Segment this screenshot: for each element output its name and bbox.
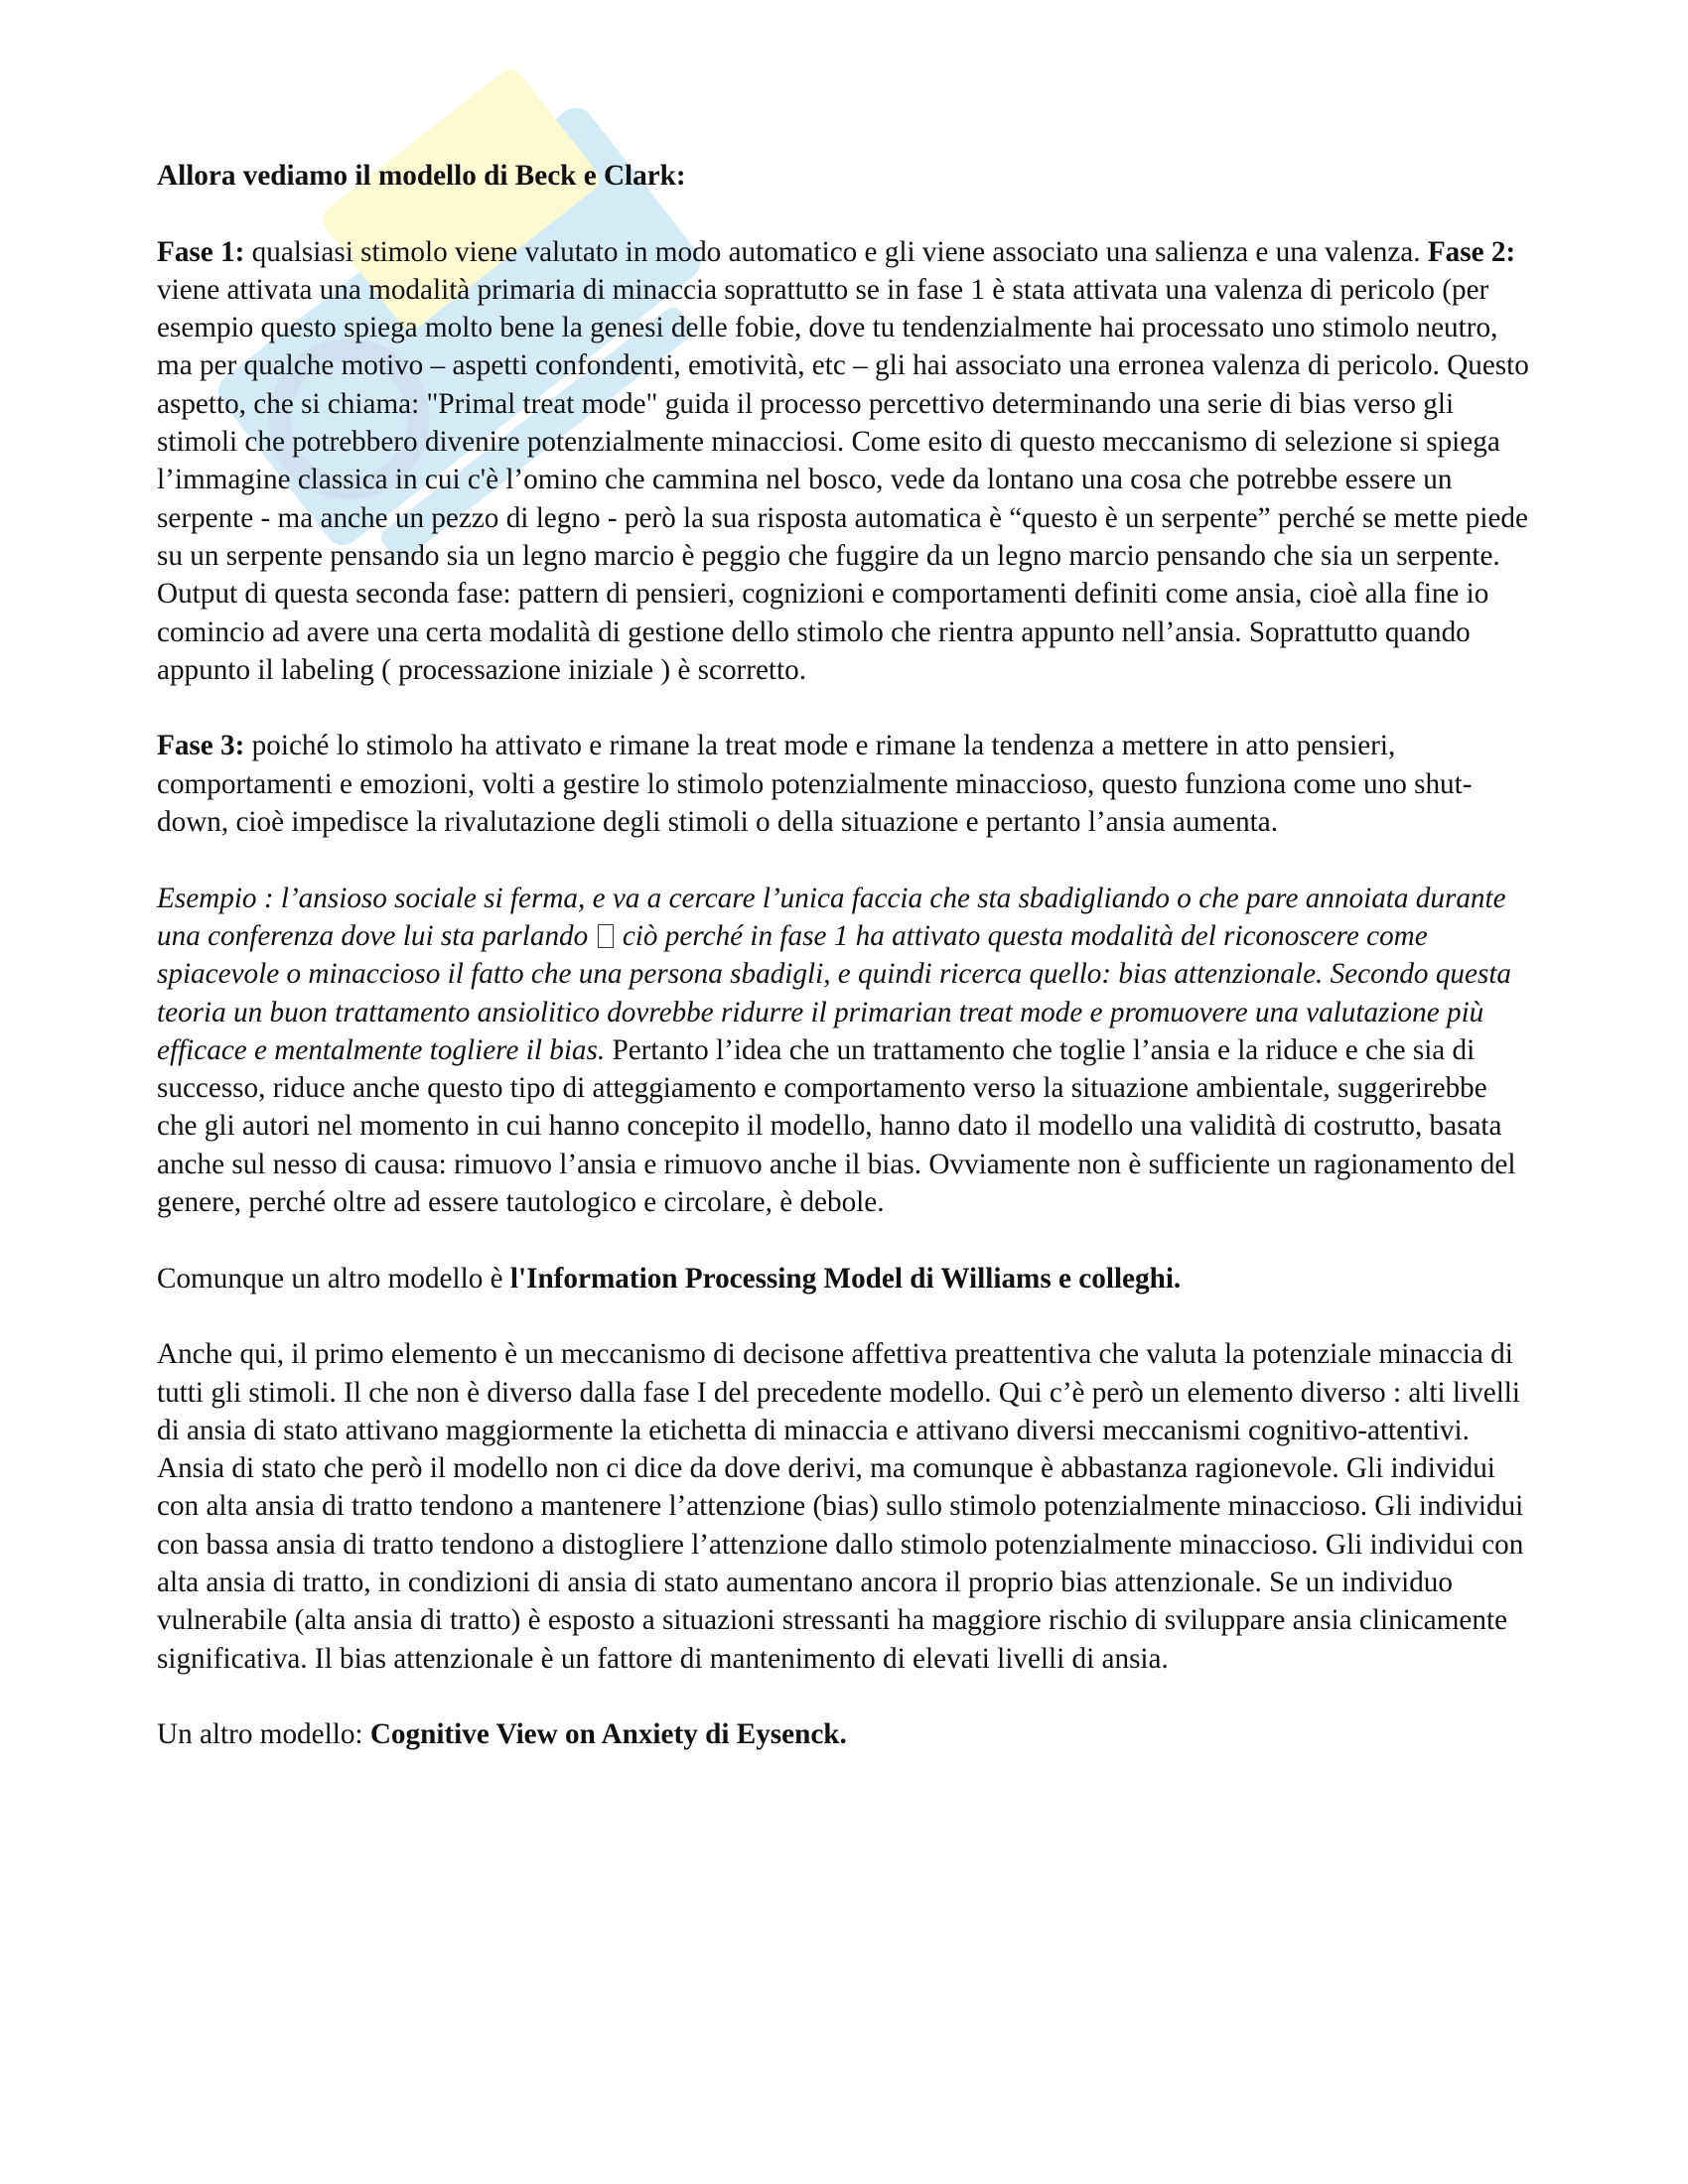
fase-1-text: qualsiasi stimolo viene valutato in modo automatico e gli viene associato una salienza e una valenza. [244,235,1428,268]
section-heading: Allora vediamo il modello di Beck e Clark: [157,160,686,192]
eysenck-model-name: Cognitive View on Anxiety di Eysenck. [369,1718,847,1751]
fase-1-label: Fase 1: [157,235,245,268]
esempio-italic-1: Esempio : l’ansioso sociale si ferma, e va a cercare l’unica faccia che sta sbadigliando o che pare annoiata durante una conferenza dove lui sta parlando [157,882,1506,952]
fase-2-text: viene attivata una modalità primaria di minaccia soprattutto se in fase 1 è stata attivata una valenza di pericolo (per esempio questo spiega molto bene la genesi delle fobie, dove tu tendenzialmente hai processato uno stimolo neutro, ma per qualche motivo – aspetti confondenti, emotività, etc – gli hai associato una erronea valenza di pericolo. Questo aspetto, che si chiama: "Primal treat mode" guida il processo percettivo determinando una serie di bias verso gli stimoli che potrebbero divenire potenzialmente minacciosi. Come esito di questo meccanismo di selezione si spiega l’immagine classica in cui c'è l’omino che cammina nel bosco, vede da lontano una cosa che potrebbe essere un serpente - ma anche un pezzo di legno - però la sua risposta automatica è “questo è un serpente” perché se mette piede su un serpente pensando sia un legno marcio è peggio che fuggire da un legno marcio pensando che sia un serpente. Output di questa seconda fase: pattern di pensieri, cognizioni e comportamenti definiti come ansia, cioè alla fine io comincio ad avere una certa modalità di gestione dello stimolo che rientra appunto nell’ansia. Soprattutto quando appunto il labeling ( processazione iniziale ) è scorretto. [157,273,1529,686]
paragraph-esempio [157,880,1532,1222]
paragraph-fase-3 [157,727,1532,841]
fase-3-label: Fase 3: [157,730,245,762]
williams-model-name: l'Information Processing Model di Williams e colleghi. [509,1262,1182,1295]
missing-arrow-glyph-icon [598,924,614,948]
fase-3-text: poiché lo stimolo ha attivato e rimane la treat mode e rimane la tendenza a mettere in atto pensieri, comportamenti e emozioni, volti a gestire lo stimolo potenzialmente minaccioso, questo funziona come uno shut-down, cioè impedisce la rivalutazione degli stimoli o della situazione e pertanto l’ansia aumenta. [157,730,1473,839]
document-body [157,157,1532,1792]
fase-2-label: Fase 2: [1427,235,1516,268]
paragraph-fase-1-2 [157,233,1532,690]
paragraph-eysenck-intro: Un altro modello: Cognitive View on Anxiety di Eysenck. [157,1718,847,1751]
esempio-normal-text: Pertanto l’idea che un trattamento che toglie l’ansia e la riduce e che sia di successo, riduce anche questo tipo di atteggiamento e comportamento verso la situazione ambientale, suggerirebbe che gli autori nel momento in cui hanno concepito il modello, hanno dato il modello una validità di costrutto, basata anche sul nesso di causa: rimuovo l’ansia e rimuovo anche il bias. Ovviamente non è sufficiente un ragionamento del genere, perché oltre ad essere tautologico e circolare, è debole. [157,1033,1516,1219]
esempio-italic-2: ciò perché in fase 1 ha attivato questa modalità del riconoscere come spiacevole o minaccioso il fatto che una persona sbadigli, e quindi ricerca quello: bias attenzionale. Secondo questa teoria un buon trattamento ansiolitico dovrebbe ridurre il primarian treat mode e promuovere una valutazione più efficace e mentalmente togliere il bias. [157,919,1512,1066]
paragraph-williams-description: Anche qui, il primo elemento è un meccanismo di decisone affettiva preattentiva che valuta la potenziale minaccia di tutti gli stimoli. Il che non è diverso dalla fase I del precedente modello. Qui c’è però un elemento diverso : alti livelli di ansia di stato attivano maggiormente la etichetta di minaccia e attivano diversi meccanismi cognitivo-attentivi. Ansia di stato che però il modello non ci dice da dove derivi, ma comunque è abbastanza ragionevole. Gli individui con alta ansia di tratto tendono a mantenere l’attenzione (bias) sullo stimolo potenzialmente minaccioso. Gli individui con bassa ansia di tratto tendono a distogliere l’attenzione dallo stimolo potenzialmente minaccioso. Gli individui con alta ansia di tratto, in condizioni di ansia di stato aumentano ancora il proprio bias attenzionale. Se un individuo vulnerabile (alta ansia di tratto) è esposto a situazioni stressanti ha maggiore rischio di sviluppare ansia clinicamente significativa. Il bias attenzionale è un fattore di mantenimento di elevati livelli di ansia. [157,1338,1524,1675]
paragraph-williams-intro: Comunque un altro modello è l'Information Processing Model di Williams e colleghi. [157,1262,1182,1295]
